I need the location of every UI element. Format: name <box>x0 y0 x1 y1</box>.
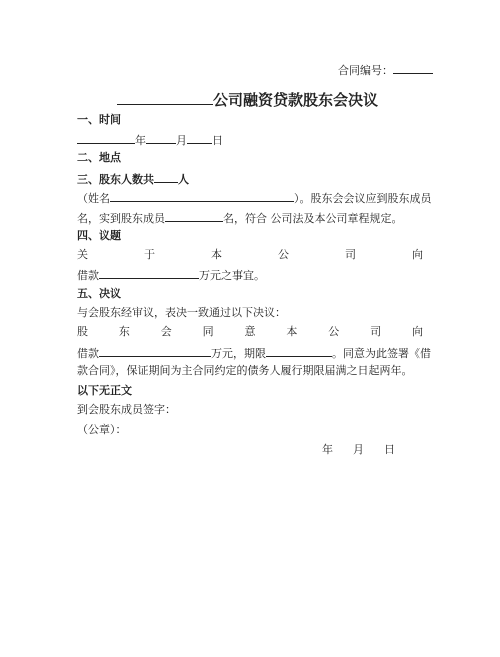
year-label: 年 <box>135 134 146 147</box>
no-more-text: 以下无正文 <box>77 384 132 397</box>
seal-label: （公章）： <box>77 423 127 436</box>
names-blank <box>110 190 294 202</box>
names-open: （姓名 <box>77 192 110 205</box>
page-title: 公司融资贷款股东会决议 <box>213 91 379 109</box>
contract-number-blank <box>393 62 433 74</box>
resolution-char: 本 <box>286 325 298 338</box>
agenda-loan-suffix: 万元之事宜。 <box>199 269 265 282</box>
names-row <box>77 190 432 206</box>
shareholders-heading: 三、股东人数共 <box>77 173 154 186</box>
agenda-char: 关 <box>77 248 88 261</box>
attendance-row <box>77 210 403 226</box>
resolution-amount-blank <box>99 345 211 357</box>
attendance-label-b: 名，符合 公司法及本公司章程规定。 <box>223 212 403 225</box>
resolution-contract-label: 。同意为此签署《借 <box>332 347 431 360</box>
time-row <box>77 132 223 148</box>
month-blank <box>146 132 176 144</box>
attendance-blank <box>165 210 223 222</box>
time-heading: 一、时间 <box>77 113 121 126</box>
agenda-loan-row <box>77 267 265 283</box>
year-blank <box>77 132 135 144</box>
agenda-char: 于 <box>144 248 155 261</box>
agenda-loan-label: 借款 <box>77 269 99 282</box>
resolution-term-label: 万元，期限 <box>211 347 266 360</box>
agenda-char: 本 <box>211 248 222 261</box>
resolution-heading: 五、决议 <box>77 287 121 300</box>
shareholders-unit: 人 <box>178 173 189 186</box>
names-close: ）。股东会会议应到股东成员 <box>294 192 432 205</box>
agenda-heading: 四、议题 <box>77 229 121 242</box>
resolution-loan-label: 借款 <box>77 347 99 360</box>
resolution-char: 会 <box>160 325 172 338</box>
agenda-char: 司 <box>345 248 356 261</box>
agenda-char: 向 <box>412 248 423 261</box>
day-label: 日 <box>212 134 223 147</box>
attendance-label-a: 名，实到股东成员 <box>77 212 165 225</box>
resolution-char: 司 <box>370 325 382 338</box>
resolution-intro: 与会股东经审议，表决一致通过以下决议： <box>77 306 286 319</box>
resolution-char: 公 <box>328 325 340 338</box>
agenda-char: 公 <box>278 248 289 261</box>
date-year-label: 年 <box>322 443 333 456</box>
contract-number-label: 合同编号： <box>338 64 393 77</box>
date-month-label: 月 <box>353 443 364 456</box>
resolution-char: 同 <box>202 325 214 338</box>
contract-number <box>338 62 433 78</box>
resolution-char: 股 <box>77 325 88 338</box>
resolution-row <box>77 325 423 339</box>
resolution-guarantee: 款合同》，保证期间为主合同约定的债务人履行期限届满之日起两年。 <box>77 364 413 377</box>
shareholder-count-blank <box>154 171 178 183</box>
resolution-term-blank <box>266 345 332 357</box>
signing-date <box>322 443 395 457</box>
signature-label: 到会股东成员签字： <box>77 403 176 416</box>
agenda-row <box>77 248 423 262</box>
day-blank <box>187 132 212 144</box>
document-title <box>117 89 378 110</box>
month-label: 月 <box>176 134 187 147</box>
company-name-blank <box>117 89 213 105</box>
resolution-char: 东 <box>118 325 130 338</box>
date-day-label: 日 <box>384 443 395 456</box>
resolution-char: 向 <box>412 325 423 338</box>
shareholders-heading-row <box>77 171 189 187</box>
place-heading: 二、地点 <box>77 151 121 164</box>
agenda-amount-blank <box>99 267 199 279</box>
resolution-char: 意 <box>244 325 256 338</box>
resolution-loan-row <box>77 345 431 361</box>
